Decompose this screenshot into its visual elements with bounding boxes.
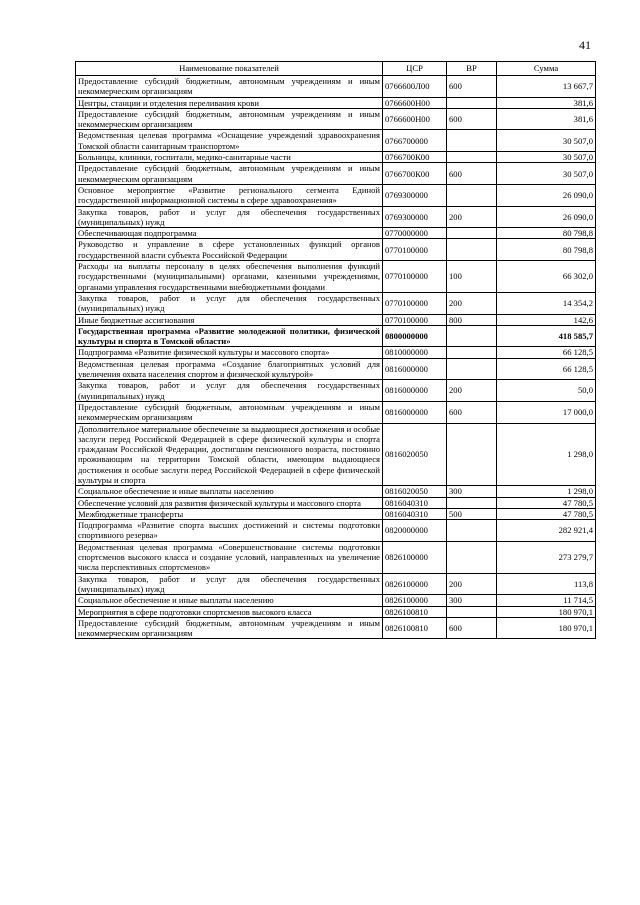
cell-vr: 200	[447, 206, 497, 228]
table-row	[76, 606, 596, 617]
header-sum: Сумма	[497, 62, 596, 76]
cell-csr: 0770000000	[383, 228, 447, 239]
cell-vr: 200	[447, 573, 497, 595]
cell-sum: 47 780,5	[497, 508, 596, 519]
cell-vr	[447, 541, 497, 573]
table-row	[76, 486, 596, 497]
cell-name: Социальное обеспечение и иные выплаты населению	[76, 595, 383, 606]
cell-csr: 0826100000	[383, 595, 447, 606]
cell-sum: 80 798,8	[497, 228, 596, 239]
cell-vr	[447, 347, 497, 358]
table-row	[76, 573, 596, 595]
cell-sum: 282 921,4	[497, 520, 596, 542]
cell-sum: 66 302,0	[497, 261, 596, 293]
header-csr: ЦСР	[383, 62, 447, 76]
cell-sum: 30 507,0	[497, 152, 596, 163]
cell-vr	[447, 152, 497, 163]
cell-sum: 30 507,0	[497, 163, 596, 185]
cell-vr: 800	[447, 314, 497, 325]
table-row	[76, 239, 596, 261]
cell-name: Обеспечивающая подпрограмма	[76, 228, 383, 239]
table-row	[76, 520, 596, 542]
cell-sum: 26 090,0	[497, 184, 596, 206]
cell-sum: 26 090,0	[497, 206, 596, 228]
table-row	[76, 358, 596, 380]
table-row	[76, 76, 596, 98]
cell-vr	[447, 358, 497, 380]
cell-csr: 0826100810	[383, 617, 447, 639]
table-row	[76, 163, 596, 185]
cell-name: Закупка товаров, работ и услуг для обеспечения государственных (муниципальных) нужд	[76, 380, 383, 402]
cell-sum: 418 585,7	[497, 325, 596, 347]
table-row	[76, 497, 596, 508]
cell-name: Предоставление субсидий бюджетным, автономным учреждениям и иным некоммерческим организациям	[76, 163, 383, 185]
cell-vr	[447, 520, 497, 542]
table-row	[76, 541, 596, 573]
cell-name: Больницы, клиники, госпитали, медико-санитарные части	[76, 152, 383, 163]
cell-csr: 0816020050	[383, 486, 447, 497]
cell-name: Ведомственная целевая программа «Создание благоприятных условий для увеличения охвата населения спортом и физической культурой»	[76, 358, 383, 380]
cell-vr: 300	[447, 486, 497, 497]
cell-sum: 381,6	[497, 97, 596, 108]
cell-sum: 47 780,5	[497, 497, 596, 508]
table-row	[76, 423, 596, 486]
budget-table	[75, 61, 596, 639]
cell-name: Подпрограмма «Развитие спорта высших достижений и системы подготовки спортивного резерва»	[76, 520, 383, 542]
cell-csr: 0816000000	[383, 358, 447, 380]
cell-name: Основное мероприятие «Развитие регионального сегмента Единой государственной информационной системы в сфере здравоохранения»	[76, 184, 383, 206]
cell-name: Закупка товаров, работ и услуг для обеспечения государственных (муниципальных) нужд	[76, 206, 383, 228]
cell-sum: 273 279,7	[497, 541, 596, 573]
table-row	[76, 347, 596, 358]
cell-name: Межбюджетные трансферты	[76, 508, 383, 519]
cell-csr: 0770100000	[383, 239, 447, 261]
cell-vr: 200	[447, 380, 497, 402]
table-row	[76, 206, 596, 228]
cell-csr: 0769300000	[383, 184, 447, 206]
cell-sum: 11 714,5	[497, 595, 596, 606]
table-row	[76, 97, 596, 108]
cell-csr: 0826100810	[383, 606, 447, 617]
table-row	[76, 325, 596, 347]
cell-sum: 180 970,1	[497, 617, 596, 639]
cell-vr	[447, 606, 497, 617]
page-number: 41	[579, 38, 591, 52]
cell-vr: 600	[447, 163, 497, 185]
cell-name: Закупка товаров, работ и услуг для обеспечения государственных (муниципальных) нужд	[76, 573, 383, 595]
table-row	[76, 314, 596, 325]
cell-name: Предоставление субсидий бюджетным, автономным учреждениям и иным некоммерческим организациям	[76, 108, 383, 130]
cell-name: Ведомственная целевая программа «Совершенствование системы подготовки спортсменов высокого класса и создание условий, направленных на увеличение числа перспективных спортсменов»	[76, 541, 383, 573]
cell-name: Ведомственная целевая программа «Оснащение учреждений здравоохранения Томской области санитарным транспортом»	[76, 130, 383, 152]
table-row	[76, 595, 596, 606]
cell-csr: 0766700К00	[383, 163, 447, 185]
table-row	[76, 152, 596, 163]
cell-csr: 0766600Л00	[383, 76, 447, 98]
cell-vr: 600	[447, 617, 497, 639]
cell-sum: 17 000,0	[497, 401, 596, 423]
cell-name: Руководство и управление в сфере установленных функций органов государственной власти субъекта Российской Федерации	[76, 239, 383, 261]
cell-name: Обеспечение условий для развития физической культуры и массового спорта	[76, 497, 383, 508]
cell-name: Иные бюджетные ассигнования	[76, 314, 383, 325]
cell-vr	[447, 239, 497, 261]
cell-name: Мероприятия в сфере подготовки спортсменов высокого класса	[76, 606, 383, 617]
cell-csr: 0816000000	[383, 401, 447, 423]
cell-name: Предоставление субсидий бюджетным, автономным учреждениям и иным некоммерческим организациям	[76, 617, 383, 639]
cell-sum: 1 298,0	[497, 423, 596, 486]
cell-csr: 0810000000	[383, 347, 447, 358]
cell-csr: 0770100000	[383, 314, 447, 325]
cell-name: Центры, станции и отделения переливания крови	[76, 97, 383, 108]
cell-csr: 0766600Н00	[383, 108, 447, 130]
cell-csr: 0826100000	[383, 541, 447, 573]
cell-csr: 0816040310	[383, 508, 447, 519]
table-row	[76, 108, 596, 130]
table-row	[76, 401, 596, 423]
table-row	[76, 380, 596, 402]
cell-sum: 180 970,1	[497, 606, 596, 617]
cell-csr: 0766700000	[383, 130, 447, 152]
cell-sum: 66 128,5	[497, 358, 596, 380]
cell-csr: 0816020050	[383, 423, 447, 486]
cell-sum: 113,8	[497, 573, 596, 595]
cell-vr	[447, 423, 497, 486]
cell-sum: 381,6	[497, 108, 596, 130]
cell-csr: 0766700К00	[383, 152, 447, 163]
cell-sum: 80 798,8	[497, 239, 596, 261]
table-row	[76, 261, 596, 293]
cell-csr: 0770100000	[383, 261, 447, 293]
cell-vr	[447, 184, 497, 206]
cell-csr: 0769300000	[383, 206, 447, 228]
cell-csr: 0816000000	[383, 380, 447, 402]
cell-sum: 66 128,5	[497, 347, 596, 358]
table-header-row	[76, 62, 596, 76]
cell-csr: 0826100000	[383, 573, 447, 595]
cell-vr: 200	[447, 292, 497, 314]
cell-vr	[447, 97, 497, 108]
cell-name: Государственная программа «Развитие молодежной политики, физической культуры и спорта в Томской области»	[76, 325, 383, 347]
cell-csr: 0800000000	[383, 325, 447, 347]
header-vr: ВР	[447, 62, 497, 76]
table-row	[76, 508, 596, 519]
cell-vr: 100	[447, 261, 497, 293]
table-row	[76, 184, 596, 206]
cell-vr	[447, 497, 497, 508]
cell-csr: 0816040310	[383, 497, 447, 508]
cell-vr: 600	[447, 401, 497, 423]
cell-name: Предоставление субсидий бюджетным, автономным учреждениям и иным некоммерческим организациям	[76, 76, 383, 98]
cell-name: Расходы на выплаты персоналу в целях обеспечения выполнения функций государственными (муниципальными) органами, казенными учреждениями, органами управления государственными внебюджетными фондами	[76, 261, 383, 293]
cell-name: Подпрограмма «Развитие физической культуры и массового спорта»	[76, 347, 383, 358]
cell-name: Закупка товаров, работ и услуг для обеспечения государственных (муниципальных) нужд	[76, 292, 383, 314]
table-row	[76, 228, 596, 239]
cell-vr	[447, 130, 497, 152]
cell-name: Дополнительное материальное обеспечение за выдающиеся достижения и особые заслуги перед Российской Федерацией в сфере физической культуры и спорта гражданам Российской Федерации, достигшим пенсионного возраста, постоянно проживающим на территории Томской области, имеющим выдающиеся достижения и особые заслуги перед Российской Федерацией в сфере физической культуры и спорта	[76, 423, 383, 486]
cell-vr: 300	[447, 595, 497, 606]
table-row	[76, 292, 596, 314]
cell-vr	[447, 228, 497, 239]
header-name: Наименование показателей	[76, 62, 383, 76]
table-row	[76, 130, 596, 152]
cell-csr: 0820000000	[383, 520, 447, 542]
table-row	[76, 617, 596, 639]
cell-name: Предоставление субсидий бюджетным, автономным учреждениям и иным некоммерческим организациям	[76, 401, 383, 423]
cell-sum: 30 507,0	[497, 130, 596, 152]
cell-sum: 1 298,0	[497, 486, 596, 497]
cell-vr: 600	[447, 76, 497, 98]
cell-sum: 50,0	[497, 380, 596, 402]
cell-vr	[447, 325, 497, 347]
cell-csr: 0770100000	[383, 292, 447, 314]
cell-vr: 600	[447, 108, 497, 130]
cell-vr: 500	[447, 508, 497, 519]
cell-sum: 142,6	[497, 314, 596, 325]
cell-sum: 14 354,2	[497, 292, 596, 314]
cell-sum: 13 667,7	[497, 76, 596, 98]
cell-csr: 0766600Н00	[383, 97, 447, 108]
cell-name: Социальное обеспечение и иные выплаты населению	[76, 486, 383, 497]
